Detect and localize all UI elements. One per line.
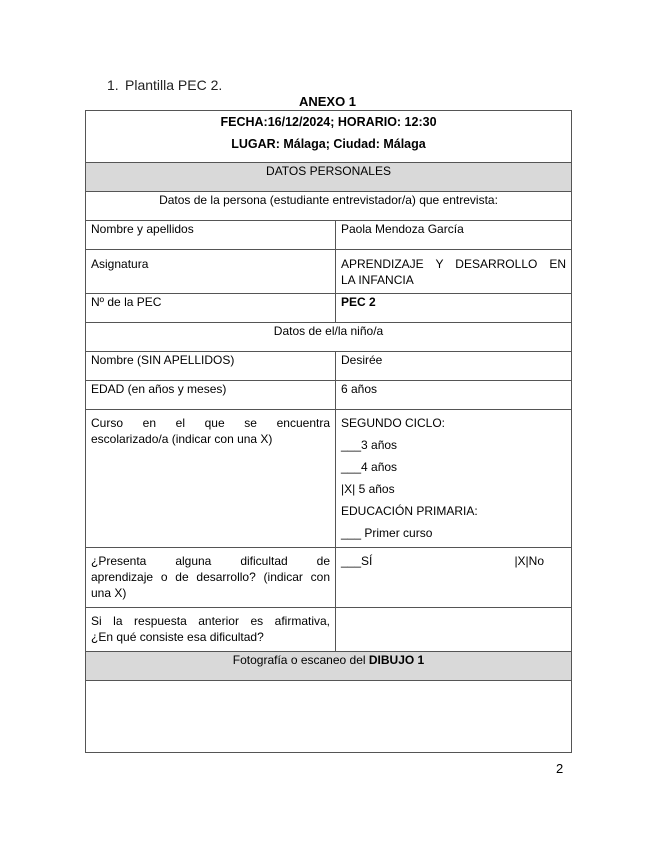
consiste-value[interactable] xyxy=(336,608,572,652)
dificultad-label-line3: una X) xyxy=(91,586,127,600)
dificultad-options xyxy=(336,548,572,608)
curso-options[interactable] xyxy=(336,410,572,548)
asignatura-value-line2: LA INFANCIA xyxy=(341,273,414,287)
section-personal: DATOS PERSONALES xyxy=(86,163,572,192)
curso-option-heading: SEGUNDO CICLO: xyxy=(341,416,446,430)
dificultad-option-row xyxy=(341,553,566,569)
photo-section-bold: DIBUJO 1 xyxy=(368,653,425,667)
consiste-label xyxy=(86,608,336,652)
annex-title: ANEXO 1 xyxy=(298,94,357,109)
curso-option-4-anos[interactable]: ___4 años xyxy=(341,460,398,474)
form-table xyxy=(85,110,572,753)
nombre-value[interactable]: Paola Mendoza García xyxy=(336,221,572,250)
edad-value[interactable]: 6 años xyxy=(336,381,572,410)
asignatura-value[interactable] xyxy=(336,250,572,294)
curso-label-line1: Curso en el que se encuentra xyxy=(91,416,330,430)
curso-option-primer-curso[interactable]: ___ Primer curso xyxy=(341,526,433,540)
curso-option-3-anos[interactable]: ___3 años xyxy=(341,438,398,452)
dificultad-option-si[interactable]: ___SÍ xyxy=(341,554,373,568)
pec-value[interactable]: PEC 2 xyxy=(336,294,572,323)
photo-drawing-area[interactable] xyxy=(86,681,572,753)
list-text: Plantilla PEC 2. xyxy=(125,77,223,93)
dificultad-label-line1: ¿Presenta alguna dificultad de xyxy=(91,554,330,568)
interviewer-subheading: Datos de la persona (estudiante entrevistador/a) que entrevista: xyxy=(86,192,572,221)
list-number: 1. xyxy=(107,77,119,93)
photo-section-prefix: Fotografía o escaneo del xyxy=(232,653,369,667)
pec-label: Nº de la PEC xyxy=(86,294,336,323)
header-cell xyxy=(86,111,572,163)
curso-option-primaria-heading: EDUCACIÓN PRIMARIA: xyxy=(341,504,478,518)
curso-label-line2: escolarizado/a (indicar con una X) xyxy=(91,432,273,446)
fecha-line: FECHA:16/12/2024; HORARIO: 12:30 xyxy=(220,115,437,129)
photo-section-heading xyxy=(86,652,572,681)
dificultad-label xyxy=(86,548,336,608)
dificultad-option-no[interactable]: |X|No xyxy=(514,554,545,568)
nombre-label: Nombre y apellidos xyxy=(86,221,336,250)
list-item xyxy=(107,77,222,93)
consiste-label-line2: ¿En qué consiste esa dificultad? xyxy=(91,630,264,644)
asignatura-value-line1: APRENDIZAJE Y DESARROLLO EN xyxy=(341,257,567,271)
edad-label: EDAD (en años y meses) xyxy=(86,381,336,410)
asignatura-label: Asignatura xyxy=(86,250,336,294)
page-number: 2 xyxy=(556,761,564,776)
child-subheading: Datos de el/la niño/a xyxy=(86,323,572,352)
child-nombre-value[interactable]: Desirée xyxy=(336,352,572,381)
dificultad-label-line2: aprendizaje o de desarrollo? (indicar con xyxy=(91,570,330,584)
curso-option-5-anos[interactable]: |X| 5 años xyxy=(341,482,395,496)
lugar-line: LUGAR: Málaga; Ciudad: Málaga xyxy=(231,137,426,151)
child-nombre-label: Nombre (SIN APELLIDOS) xyxy=(86,352,336,381)
consiste-label-line1: Si la respuesta anterior es afirmativa, xyxy=(91,614,330,628)
curso-label xyxy=(86,410,336,548)
